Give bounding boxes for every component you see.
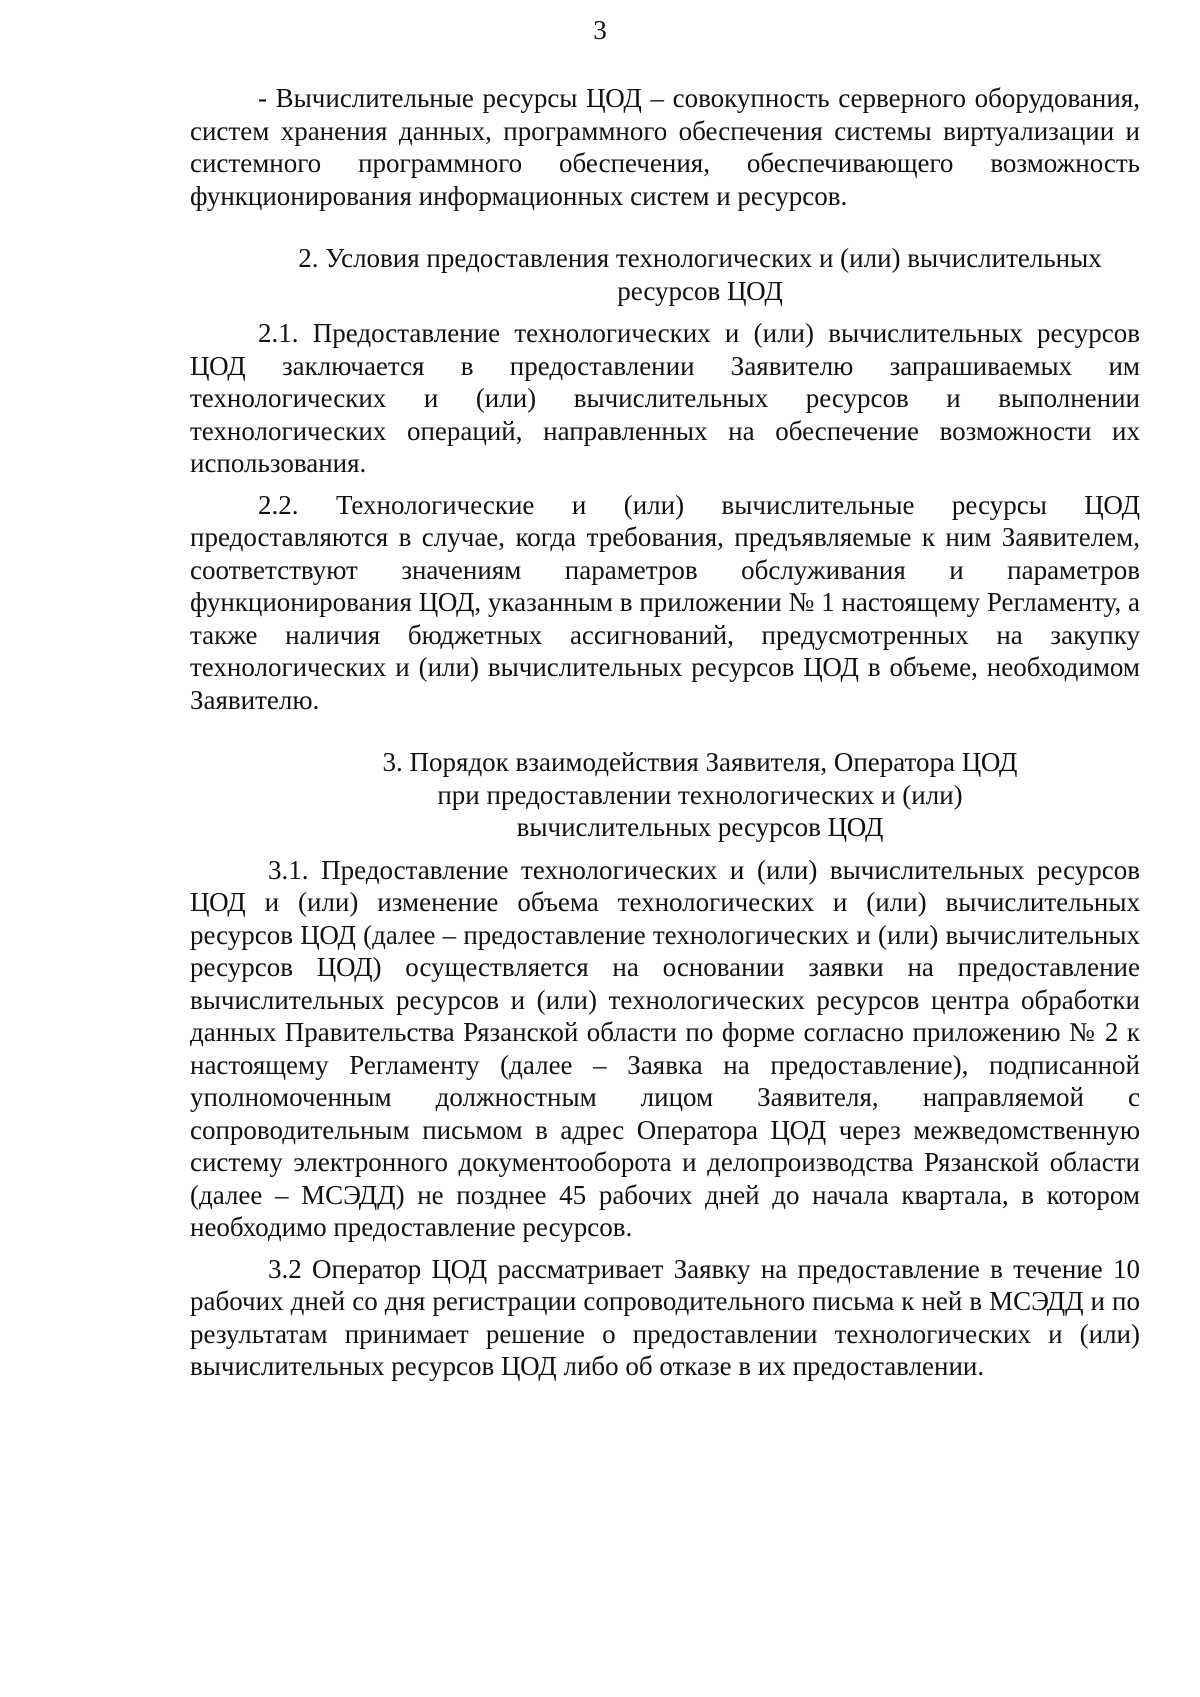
section-3-title-line-2: при предоставлении технологических и (или) [437,779,963,810]
section-3-title-line-1: 3. Порядок взаимодействия Заявителя, Оператора ЦОД [382,747,1018,777]
page-number: 3 [593,15,607,45]
section-2-title-line-1: 2. Условия предоставления технологических и (или) вычислительных [298,243,1102,273]
paragraph-3-1: 3.1. Предоставление технологических и (или) вычислительных ресурсов ЦОД и (или) изменение объема технологических и (или) вычислительных ресурсов ЦОД (далее – предоставление технологических и (или) вычислительных ресурсов ЦОД) осуществляется на основании заявки на предоставление вычислительных ресурсов и (или) технологических ресурсов центра обработки данных Правительства Рязанской области по форме согласно приложению № 2 к настоящему Регламенту (далее – Заявка на предоставление), подписанной уполномоченным должностным лицом Заявителя, направляемой с сопроводительным письмом в адрес Оператора ЦОД через межведомственную систему электронного документооборота и делопроизводства Рязанской области (далее – МСЭДД) не позднее 45 рабочих дней до начала квартала, в котором необходимо предоставление ресурсов. [190,854,1140,1242]
section-2-title-line-2: ресурсов ЦОД [617,275,783,306]
intro-paragraph: - Вычислительные ресурсы ЦОД – совокупность серверного оборудования, систем хранения данных, программного обеспечения системы виртуализации и системного программного обеспечения, обеспечивающего возможность функционирования информационных систем и ресурсов. [190,83,1140,211]
section-3-heading [190,746,1140,844]
document-body [190,82,1140,1383]
section-2-heading [190,242,1140,307]
paragraph-2-1: 2.1. Предоставление технологических и (или) вычислительных ресурсов ЦОД заключается в предоставлении Заявителю запрашиваемых им технологических и (или) вычислительных ресурсов и выполнении технологических операций, направленных на обеспечение возможности их использования. [190,318,1140,478]
paragraph-2-2: 2.2. Технологические и (или) вычислительные ресурсы ЦОД предоставляются в случае, когда требования, предъявляемые к ним Заявителем, соответствуют значениям параметров обслуживания и параметров функционирования ЦОД, указанным в приложении № 1 настоящему Регламенту, а также наличия бюджетных ассигнований, предусмотренных на закупку технологических и (или) вычислительных ресурсов ЦОД в объеме, необходимом Заявителю. [190,489,1140,715]
section-3-title-line-3: вычислительных ресурсов ЦОД [516,812,884,842]
paragraph-3-2: 3.2 Оператор ЦОД рассматривает Заявку на предоставление в течение 10 рабочих дней со дня регистрации сопроводительного письма к ней в МСЭДД и по результатам принимает решение о предоставлении технологических и (или) вычислительных ресурсов ЦОД либо об отказе в их предоставлении. [190,1253,1140,1381]
